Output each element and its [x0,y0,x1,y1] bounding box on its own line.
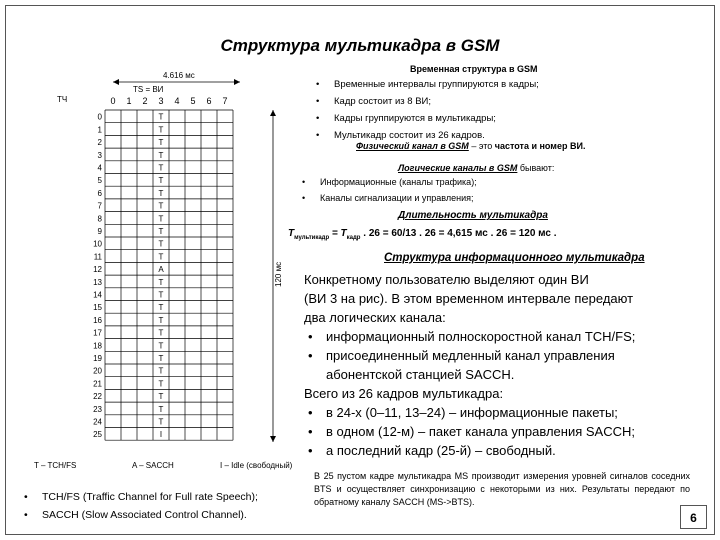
cell-letter: T [158,239,164,249]
cell-letter: I [159,430,163,440]
frame-grid [105,110,233,440]
logical-channels-line [398,163,554,173]
logical-channels-label: Логические каналы в GSM [398,163,518,173]
cell-letter: T [158,379,164,389]
frame-number: 17 [93,328,102,338]
frame-number: 16 [93,315,102,325]
cell-letter: T [158,176,164,186]
frame-number: 20 [93,366,102,376]
top-duration-label: 4.616 мс [163,72,195,80]
time-structure-item: • Временные интервалы группируются в кадры; [312,76,692,93]
ts-number: 2 [142,96,148,106]
legend-idle: I – Idle (свободный) [220,461,293,470]
side-duration-label: 120 мс [274,261,283,287]
formula-sub-multiframe: мультикадр [294,235,330,241]
cell-letter: T [158,290,164,300]
ts-number: 6 [206,96,212,106]
ts-number: 0 [110,96,116,106]
cell-letter: T [158,163,164,173]
legend-tch: T – TCH/FS [34,461,77,470]
frame-number: 24 [93,417,102,427]
time-structure-heading: Временная структура в GSM [410,64,538,74]
cell-letter: T [158,125,164,135]
cell-letter: A [158,265,164,275]
frame-number: 21 [93,379,102,389]
side-arrow-bottom-head [270,436,276,442]
cell-letter: T [158,201,164,211]
cell-letter: T [158,392,164,402]
frame-number: 3 [97,150,102,160]
info-channel-item: • присоединенный медленный канал управления абонентской станцией SACCH. [304,346,694,384]
frame-number: 9 [97,227,102,236]
cell-letter: T [158,227,164,236]
frame-number: 22 [93,392,102,402]
ts-number: 3 [158,96,164,106]
cell-letter: T [158,188,164,198]
physical-channel-bold: частота и номер ВИ. [494,141,586,151]
frame-number: 8 [97,214,102,224]
frame-number: 12 [93,265,102,275]
frame-number: 18 [93,341,102,351]
frame-number: 14 [93,290,102,300]
frame-number: 19 [93,354,102,363]
frame-number: 4 [97,163,102,173]
frame-number: 7 [97,201,102,211]
frame-number: 11 [93,252,102,262]
cell-letter: T [158,150,164,160]
slide-title: Структура мультикадра в GSM [220,36,500,55]
frame-numbers [93,113,102,440]
cell-letters [158,113,164,440]
ts-numbers [110,96,227,106]
info-frame-item: • в одном (12-м) – пакет канала управления SACCH; [304,422,694,441]
cell-letter: T [158,354,164,363]
frame-number: 10 [93,239,102,249]
top-arrow-right-head [234,79,240,85]
frame-number: 2 [97,138,102,148]
info-frame-item: • в 24-х (0–11, 13–24) – информационные пакеты; [304,403,694,422]
info-line: Всего из 26 кадров мультикадра: [304,386,504,401]
ts-label: ТS = ВИ [133,85,164,94]
info-frame-item: • а последний кадр (25-й) – свободный. [304,441,694,460]
cell-letter: T [158,404,164,414]
logical-channels-list [298,174,678,206]
cell-letter: T [158,277,164,287]
frame-number: 6 [97,188,102,198]
info-channel-item: • информационный полноскоростной канал TCH/FS; [304,327,694,346]
duration-formula [288,228,557,241]
physical-channel-text: – это [468,141,495,151]
cell-letter: T [158,138,164,148]
ts-number: 7 [222,96,228,106]
info-multiframe-body [304,270,694,460]
abbreviation-item: • TCH/FS (Traffic Channel for Full rate Speech); [20,488,310,506]
duration-heading: Длительность мультикадра [398,210,548,221]
frame-number: 25 [93,430,102,440]
top-arrow-left-head [113,79,119,85]
measurement-note: В 25 пустом кадре мультикадра MS производит измерения уровней сигналов соседних BTS и осуществляет синхронизацию с некоторыми из них. Результаты передают по обратному каналу SACCH (MS->BTS). [314,471,690,507]
info-line: (ВИ 3 на рис). В этом временном интервале передают [304,291,634,306]
cell-letter: T [158,214,164,224]
multiframe-figure [55,72,295,472]
abbreviation-item: • SACCH (Slow Associated Control Channel). [20,506,310,524]
time-structure-item: • Мультикадр состоит из 26 кадров. [312,127,692,144]
info-line: Конкретному пользователю выделяют один ВИ [304,272,589,287]
ts-number: 5 [190,96,196,106]
abbreviation-list [20,488,310,524]
cell-letter: T [158,252,164,262]
cell-letter: T [158,417,164,427]
frame-axis-label: ТЧ [57,95,68,104]
info-frame-list [304,403,694,460]
frame-number: 23 [93,404,102,414]
physical-channel-line [356,141,585,151]
cell-letter: T [158,341,164,351]
side-arrow-top-head [270,110,276,116]
frame-number: 5 [97,176,102,186]
ts-number: 4 [174,96,180,106]
cell-letter: T [158,328,164,338]
logical-channels-text: бывают: [517,163,555,173]
info-multiframe-heading: Структура информационного мультикадра [384,252,645,264]
logical-channel-item: • Каналы сигнализации и управления; [298,190,678,206]
formula-rest: . 26 = 60/13 . 26 = 4,615 мс . 26 = 120 мс . [360,228,557,239]
logical-channel-item: • Информационные (каналы трафика); [298,174,678,190]
time-structure-item: • Кадр состоит из 8 ВИ; [312,93,692,110]
frame-number: 15 [93,303,102,313]
page-number: 6 [680,505,707,529]
cell-letter: T [158,112,164,122]
info-channel-list [304,327,694,384]
ts-number: 1 [126,96,132,106]
frame-number: 0 [97,112,102,122]
legend-sacch: A – SACCH [132,461,174,470]
info-line: два логических канала: [304,310,446,325]
time-structure-list [312,76,692,144]
formula-t: T [288,228,295,239]
physical-channel-label: Физический канал в GSM [356,141,469,151]
cell-letter: T [158,303,164,313]
frame-number: 13 [93,277,102,287]
formula-sub-frame: кадр [346,235,361,241]
frame-number: 1 [97,125,102,135]
formula-mid: = T [329,228,347,239]
cell-letter: T [158,315,164,325]
time-structure-item: • Кадры группируются в мультикадры; [312,110,692,127]
cell-letter: T [158,366,164,376]
